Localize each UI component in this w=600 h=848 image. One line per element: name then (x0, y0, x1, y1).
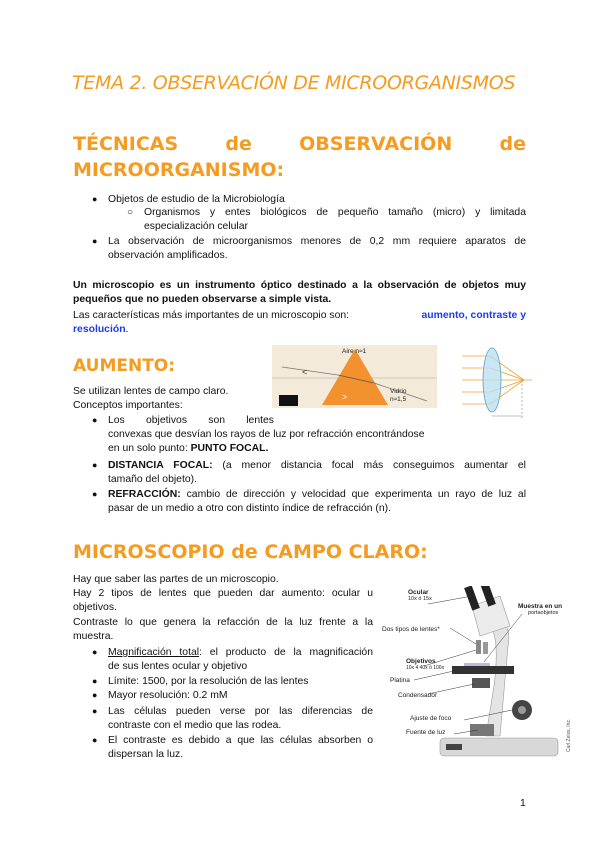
resolucion-line: Mayor resolución: 0.2 mM (108, 690, 228, 701)
label-ajuste-foco: Ajuste de foco (410, 715, 452, 722)
list-item: La observación de microorganismos menores de 0,2 mm requiere aparatos de (108, 236, 526, 247)
page-number: 1 (520, 798, 526, 809)
campo-text: objetivos. (73, 602, 117, 613)
prism-label-glass-n: n≈1,5 (390, 396, 407, 403)
label-portaobjetos: portaobjetos (528, 610, 559, 616)
heading-word: TÉCNICAS (73, 133, 179, 155)
bullet-icon: ● (92, 194, 98, 204)
bullet-icon: ● (92, 735, 98, 745)
lens-figure (460, 338, 533, 425)
heading-word: de (225, 133, 252, 155)
objetivos-line3 (108, 442, 268, 456)
section-heading-aumento: AUMENTO: (73, 356, 176, 376)
heading-word: OBSERVACIÓN (299, 133, 453, 155)
magnificacion-term: Magnificación total (108, 647, 200, 658)
campo-text: Hay 2 tipos de lentes que pueden dar aumento: ocular u (73, 588, 373, 599)
celulas-line2: contraste con el medio que las rodea. (108, 720, 282, 731)
definition-line: Un microscopio es un instrumento óptico destinado a la observación de objetos muy (73, 280, 526, 291)
characteristics-highlight: aumento, contraste y (421, 310, 526, 321)
bullet-icon: ● (92, 706, 98, 716)
text: en un solo punto: (108, 443, 188, 454)
punto-focal: PUNTO FOCAL. (190, 443, 269, 454)
campo-text: muestra. (73, 631, 114, 642)
text: (a menor distancia focal más conseguimos aumentar el (222, 460, 526, 471)
period: . (125, 324, 129, 335)
label-objetivos: Objetivos (406, 658, 436, 665)
text: : el producto de la magnificación (199, 647, 373, 658)
characteristics-line (73, 309, 526, 323)
section-heading-tecnicas (73, 133, 526, 155)
contraste-line: El contraste es debido a que las células absorben o (108, 735, 373, 746)
label-platina: Platina (390, 677, 410, 684)
refraccion-term: REFRACCIÓN: (108, 489, 181, 500)
distancia-focal-term: DISTANCIA FOCAL: (108, 460, 213, 471)
heading-word: de (499, 133, 526, 155)
bullet-icon: ● (92, 489, 98, 499)
label-muestra: Muestra en un (518, 603, 563, 610)
distancia-focal-line (108, 459, 526, 473)
microscope-figure (380, 586, 578, 766)
distancia-focal-line2: tamaño del objeto). (108, 474, 197, 485)
word: Los (108, 415, 125, 426)
characteristics-text: Las características más importantes de un microscopio son: (73, 310, 350, 321)
label-objetivos-mag: 10x 4 40x ó 100x (406, 665, 445, 671)
sub-list-item-cont: especialización celular (144, 221, 248, 232)
characteristics-highlight: resolución (73, 324, 126, 335)
characteristics-line2 (73, 323, 128, 337)
label-tipos-lentes: Dos tipos de lentes* (382, 626, 440, 633)
aumento-text: Se utilizan lentes de campo claro. (73, 386, 229, 397)
svg-text:>: > (342, 392, 348, 402)
text: cambio de dirección y velocidad que experimenta un rayo de luz al (186, 489, 527, 500)
bullet-icon: ● (92, 415, 98, 425)
campo-text: Hay que saber las partes de un microscopio. (73, 574, 279, 585)
refraccion-line2: pasar de un medio a otro con distinto índice de refracción (n). (108, 503, 392, 514)
objetivos-line2: convexas que desvían los rayos de luz por refracción encontrándose (108, 429, 425, 440)
word: objetivos (146, 415, 188, 426)
word: son (208, 415, 226, 426)
label-ocular-mag: 10x ó 15x (408, 596, 432, 602)
celulas-line: Las células pueden verse por las diferencias de (108, 706, 373, 717)
document-title: TEMA 2. OBSERVACIÓN DE MICROORGANISMOS (72, 72, 516, 94)
label-fuente-luz: Fuente de luz (406, 729, 446, 736)
svg-text:<: < (302, 367, 308, 377)
label-condensador: Condensador (398, 692, 438, 699)
word: lentes (246, 415, 274, 426)
magnificacion-line (108, 646, 373, 660)
label-ocular: Ocular (408, 589, 429, 596)
bullet-icon: ● (92, 676, 98, 686)
section-heading-line2: MICROORGANISMO: (73, 159, 285, 181)
campo-text: Contraste lo que genera la refacción de la luz frente a la (73, 617, 373, 628)
refraccion-line (108, 488, 526, 502)
bullet-icon: ● (92, 647, 98, 657)
image-credit: Carl Zeiss, Inc. (566, 718, 572, 752)
prism-label-air: Aire n≈1 (342, 348, 367, 355)
objetivos-line (108, 414, 274, 428)
definition-line: pequeños que no pueden observarse a simple vista. (73, 294, 332, 305)
bullet-icon: ● (92, 460, 98, 470)
list-item-cont: observación amplificados. (108, 250, 228, 261)
sub-list-item: Organismos y entes biológicos de pequeño tamaño (micro) y limitada (144, 207, 526, 218)
prism-label-glass: Vidrio (390, 388, 407, 395)
hollow-bullet-icon: ○ (127, 207, 134, 218)
convex-lens-diagram (460, 338, 533, 425)
limite-line: Límite: 1500, por la resolución de las lentes (108, 676, 309, 687)
bullet-icon: ● (92, 236, 98, 246)
section-heading-campo-claro: MICROSCOPIO de CAMPO CLARO: (73, 541, 428, 563)
aumento-text: Conceptos importantes: (73, 400, 183, 411)
contraste-line2: dispersan la luz. (108, 749, 184, 760)
list-item: Objetos de estudio de la Microbiología (108, 194, 285, 205)
bullet-icon: ● (92, 690, 98, 700)
black-box (279, 395, 298, 406)
magnificacion-line2: de sus lentes ocular y objetivo (108, 661, 248, 672)
